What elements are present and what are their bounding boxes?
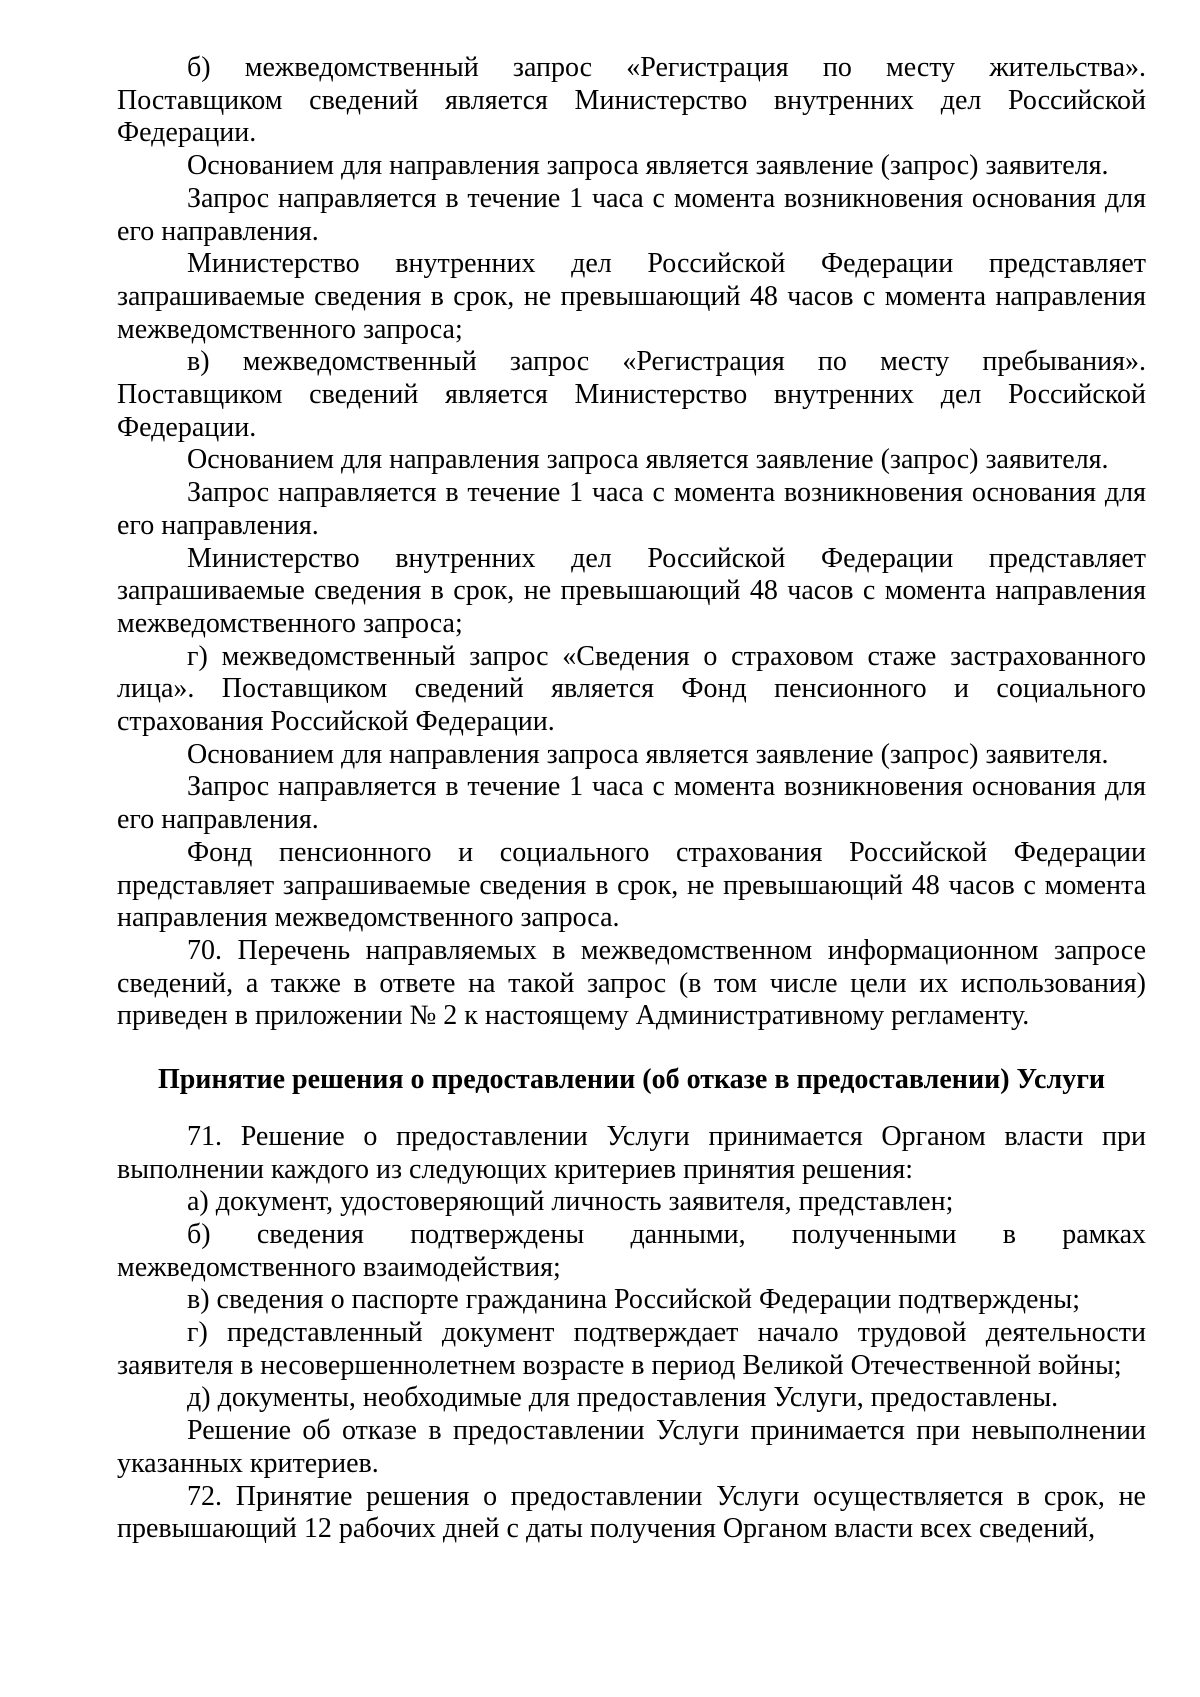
criterion-a: а) документ, удостоверяющий личность заявителя, представлен;	[187, 1186, 954, 1218]
criterion-v: в) сведения о паспорте гражданина Российской Федерации подтверждены;	[187, 1284, 1081, 1316]
paragraph-basis: Основанием для направления запроса является заявление (запрос) заявителя.	[187, 444, 1109, 476]
paragraph-72: 72. Принятие решения о предоставлении Услуги осуществляется в срок, не превышающий 12 рабочих дней с даты получения Органом власти всех сведений,	[117, 1480, 1146, 1545]
paragraph-refusal: Решение об отказе в предоставлении Услуги принимается при невыполнении указанных критериев.	[117, 1415, 1146, 1479]
paragraph-group-after-heading	[117, 1121, 1146, 1546]
paragraph-timing: Запрос направляется в течение 1 часа с момента возникновения основания для его направления.	[117, 477, 1146, 541]
paragraph-timing: Запрос направляется в течение 1 часа с момента возникновения основания для его направления.	[117, 771, 1146, 836]
criterion-b: б) сведения подтверждены данными, полученными в рамках межведомственного взаимодействия;	[117, 1218, 1146, 1283]
paragraph-b-residence-request: б) межведомственный запрос «Регистрация по месту жительства». Поставщиком сведений является Министерство внутренних дел Российской Федерации.	[117, 52, 1146, 149]
paragraph-mvd-response: Министерство внутренних дел Российской Федерации представляет запрашиваемые сведения в срок, не превышающий 48 часов с момента направления межведомственного запроса;	[117, 542, 1146, 639]
paragraph-mvd-response: Министерство внутренних дел Российской Федерации представляет запрашиваемые сведения в срок, не превышающий 48 часов с момента направления межведомственного запроса;	[117, 248, 1146, 345]
paragraph-70: 70. Перечень направляемых в межведомственном информационном запросе сведений, а также в ответе на такой запрос (в том числе цели их использования) приведен в приложении № 2 к настоящему Административному регламенту.	[117, 934, 1146, 1032]
paragraph-group-before-heading	[117, 52, 1146, 1033]
paragraph-g-insurance-request: г) межведомственный запрос «Сведения о страховом стаже застрахованного лица». Поставщиком сведений является Фонд пенсионного и социального страхования Российской Федерации.	[117, 640, 1146, 738]
document-page	[117, 52, 1146, 1546]
paragraph-timing: Запрос направляется в течение 1 часа с момента возникновения основания для его направления.	[117, 182, 1146, 247]
section-heading: Принятие решения о предоставлении (об отказе в предоставлении) Услуги	[157, 1064, 1106, 1096]
paragraph-fund-response: Фонд пенсионного и социального страхования Российской Федерации представляет запрашиваемые сведения в срок, не превышающий 48 часов с момента направления межведомственного запроса.	[117, 836, 1146, 934]
paragraph-v-stay-request: в) межведомственный запрос «Регистрация по месту пребывания». Поставщиком сведений является Министерство внутренних дел Российской Федерации.	[117, 346, 1146, 443]
criterion-g: г) представленный документ подтверждает начало трудовой деятельности заявителя в несовершеннолетнем возрасте в период Великой Отечественной войны;	[117, 1317, 1146, 1381]
paragraph-basis: Основанием для направления запроса является заявление (запрос) заявителя.	[187, 150, 1109, 182]
criterion-d: д) документы, необходимые для предоставления Услуги, предоставлены.	[187, 1382, 1059, 1414]
paragraph-71: 71. Решение о предоставлении Услуги принимается Органом власти при выполнении каждого из следующих критериев принятия решения:	[117, 1120, 1146, 1185]
paragraph-basis: Основанием для направления запроса является заявление (запрос) заявителя.	[187, 738, 1109, 770]
